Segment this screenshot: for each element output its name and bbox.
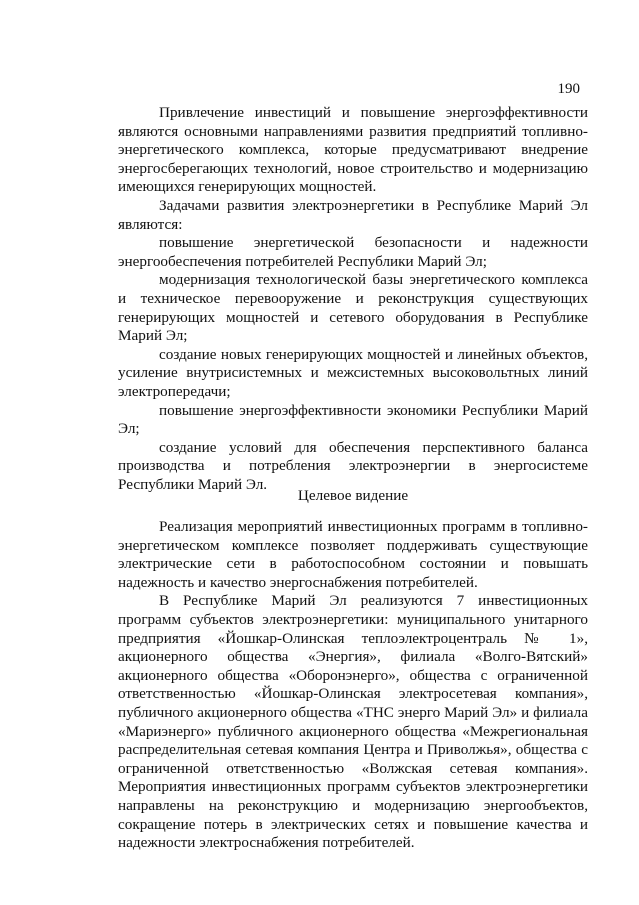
- intro-text-block: [118, 104, 588, 494]
- paragraph-programs-list: В Республике Марий Эл реализуются 7 инвестиционных программ субъектов электроэнергетики: муниципального унитарного предприятия «Йошкар-Олинская теплоэлектроцентраль № 1», акционерного общества «Энергия», филиала «Волго-Вятский» акционерного общества «Оборонэнерго», общества с ограниченной ответственностью «Йошкар-Олинская электросетевая компания», публичного акционерного общества «ТНС энерго Марий Эл» и филиала «Мариэнерго» публичного акционерного общества «Межрегиональная распределительная сетевая компания Центра и Приволжья», общества с ограниченной ответственностью «Волжская сетевая компания». Мероприятия инвестиционных программ субъектов электроэнергетики направлены на реконструкцию и модернизацию энергообъектов, сокращение потерь в электрических сетях и повышение качества и надежности электроснабжения потребителей.: [118, 592, 588, 852]
- page-number: 190: [557, 81, 580, 97]
- paragraph-task-security: повышение энергетической безопасности и надежности энергообеспечения потребителей Республики Марий Эл;: [118, 234, 588, 270]
- paragraph-programs-effect: Реализация мероприятий инвестиционных программ в топливно-энергетическом комплексе позволяет поддерживать существующие электрические сети в работоспособном состоянии и повышать надежность и качество энергоснабжения потребителей.: [118, 518, 588, 591]
- paragraph-task-efficiency: повышение энергоэффективности экономики Республики Марий Эл;: [118, 401, 588, 438]
- paragraph-tasks-intro: Задачами развития электроэнергетики в Республике Марий Эл являются:: [118, 196, 588, 233]
- paragraph-task-modernization: модернизация технологической базы энергетического комплекса и техническое перевооружение и реконструкция существующих генерирующих мощностей и сетевого оборудования в Республике Марий Эл;: [118, 271, 588, 345]
- paragraph-task-new-capacity: создание новых генерирующих мощностей и линейных объектов, усиление внутрисистемных и межсистемных высоковольтных линий электропередачи;: [118, 345, 588, 400]
- target-vision-text-block: [118, 518, 588, 853]
- paragraph-task-balance: создание условий для обеспечения перспективного баланса производства и потребления электроэнергии в энергосистеме Республики Марий Эл.: [118, 438, 588, 493]
- paragraph-investment: Привлечение инвестиций и повышение энергоэффективности являются основными направлениями развития предприятий топливно-энергетического комплекса, которые предусматривают внедрение энергосберегающих технологий, новое строительство и модернизацию имеющихся генерирующих мощностей.: [118, 104, 588, 196]
- section-heading: Целевое видение: [297, 487, 409, 504]
